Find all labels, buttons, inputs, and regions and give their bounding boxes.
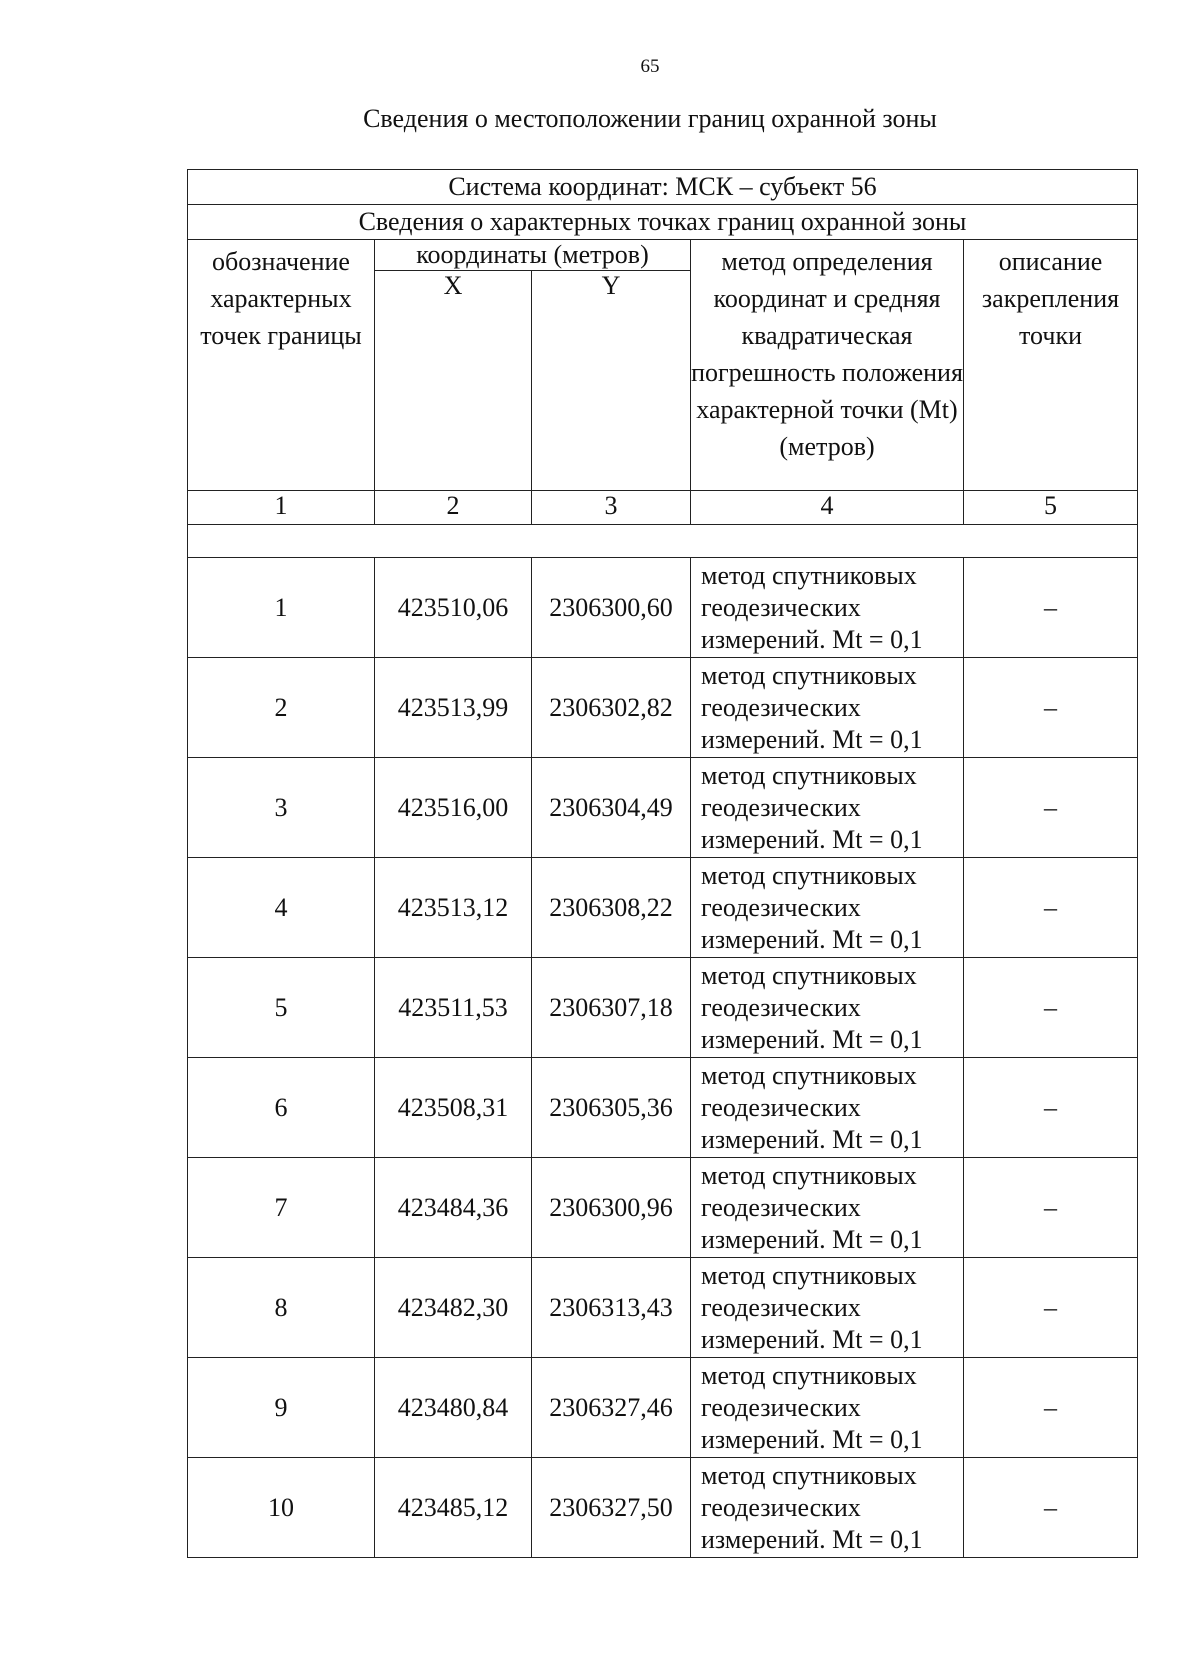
column-number: 2 [375, 491, 532, 525]
table-row [188, 858, 1138, 958]
method-text-line: метод спутниковых [701, 560, 917, 590]
method-text-line: метод спутниковых [701, 1160, 917, 1190]
document-title: Сведения о местоположении границ охранной зоны [363, 104, 937, 133]
empty-row [188, 525, 1138, 558]
y-coordinate-cell: 2306302,82 [532, 658, 691, 758]
table-row [188, 1458, 1138, 1558]
table-row [188, 758, 1138, 858]
method-cell [691, 958, 964, 1058]
description-cell: – [964, 958, 1138, 1058]
column-number: 5 [964, 491, 1138, 525]
y-coordinate-cell: 2306307,18 [532, 958, 691, 1058]
description-cell: – [964, 1458, 1138, 1558]
coordinates-table-body [188, 170, 1138, 1558]
method-text-line: метод спутниковых [701, 1060, 917, 1090]
system-row [188, 170, 1138, 205]
y-coordinate-cell: 2306300,96 [532, 1158, 691, 1258]
coordinate-system-cell: Система координат: МСК – субъект 56 [188, 170, 1138, 205]
coordinates-table-wrapper [187, 169, 1137, 1558]
method-text-line: геодезических [701, 792, 861, 822]
method-cell [691, 1358, 964, 1458]
x-coordinate-cell: 423516,00 [375, 758, 532, 858]
method-text-line: метод спутниковых [701, 960, 917, 990]
header-row-top [188, 240, 1138, 271]
y-coordinate-cell: 2306300,60 [532, 558, 691, 658]
method-text-line: геодезических [701, 992, 861, 1022]
table-row [188, 1158, 1138, 1258]
description-cell: – [964, 1158, 1138, 1258]
method-cell [691, 1458, 964, 1558]
x-coordinate-cell: 423485,12 [375, 1458, 532, 1558]
point-number-cell: 7 [188, 1158, 375, 1258]
x-coordinate-cell: 423484,36 [375, 1158, 532, 1258]
method-cell [691, 558, 964, 658]
x-coordinate-cell: 423513,99 [375, 658, 532, 758]
column-number: 4 [691, 491, 964, 525]
method-cell [691, 1258, 964, 1358]
x-coordinate-cell: 423482,30 [375, 1258, 532, 1358]
method-text-line: геодезических [701, 892, 861, 922]
description-cell: – [964, 1258, 1138, 1358]
table-row [188, 958, 1138, 1058]
header-description: описание закрепления точки [964, 240, 1138, 491]
point-number-cell: 1 [188, 558, 375, 658]
info-row [188, 205, 1138, 240]
table-row [188, 658, 1138, 758]
method-text-line: геодезических [701, 1192, 861, 1222]
y-coordinate-cell: 2306327,46 [532, 1358, 691, 1458]
method-text-line: измерений. Mt = 0,1 [701, 824, 923, 854]
points-info-cell: Сведения о характерных точках границ охранной зоны [188, 205, 1138, 240]
x-coordinate-cell: 423510,06 [375, 558, 532, 658]
method-text-line: геодезических [701, 1392, 861, 1422]
method-text-line: измерений. Mt = 0,1 [701, 724, 923, 754]
coordinates-table [187, 169, 1138, 1558]
point-number-cell: 2 [188, 658, 375, 758]
method-text-line: геодезических [701, 1492, 861, 1522]
point-number-cell: 6 [188, 1058, 375, 1158]
method-text-line: геодезических [701, 1092, 861, 1122]
point-number-cell: 10 [188, 1458, 375, 1558]
y-coordinate-cell: 2306305,36 [532, 1058, 691, 1158]
method-text-line: измерений. Mt = 0,1 [701, 1224, 923, 1254]
y-coordinate-cell: 2306304,49 [532, 758, 691, 858]
table-row [188, 1258, 1138, 1358]
method-text-line: метод спутниковых [701, 1460, 917, 1490]
method-cell [691, 858, 964, 958]
description-cell: – [964, 658, 1138, 758]
point-number-cell: 3 [188, 758, 375, 858]
header-coordinates: координаты (метров) [375, 240, 691, 271]
header-method: метод определения координат и средняя квадратическая погрешность положения характерной точки (Mt) (метров) [691, 240, 964, 491]
header-point-designation: обозначение характерных точек границы [188, 240, 375, 491]
description-cell: – [964, 1058, 1138, 1158]
description-cell: – [964, 1358, 1138, 1458]
description-cell: – [964, 758, 1138, 858]
method-cell [691, 1058, 964, 1158]
method-text-line: метод спутниковых [701, 660, 917, 690]
column-numbers-row [188, 491, 1138, 525]
x-coordinate-cell: 423513,12 [375, 858, 532, 958]
method-text-line: измерений. Mt = 0,1 [701, 924, 923, 954]
y-coordinate-cell: 2306308,22 [532, 858, 691, 958]
method-text-line: метод спутниковых [701, 760, 917, 790]
method-text-line: геодезических [701, 1292, 861, 1322]
column-number: 3 [532, 491, 691, 525]
x-coordinate-cell: 423508,31 [375, 1058, 532, 1158]
method-text-line: измерений. Mt = 0,1 [701, 1424, 923, 1454]
point-number-cell: 8 [188, 1258, 375, 1358]
method-text-line: метод спутниковых [701, 1260, 917, 1290]
x-coordinate-cell: 423511,53 [375, 958, 532, 1058]
description-cell: – [964, 858, 1138, 958]
method-text-line: измерений. Mt = 0,1 [701, 1324, 923, 1354]
empty-cell [188, 525, 1138, 558]
method-text-line: измерений. Mt = 0,1 [701, 1124, 923, 1154]
method-text-line: измерений. Mt = 0,1 [701, 1524, 923, 1554]
method-cell [691, 758, 964, 858]
table-row [188, 558, 1138, 658]
point-number-cell: 5 [188, 958, 375, 1058]
point-number-cell: 4 [188, 858, 375, 958]
x-coordinate-cell: 423480,84 [375, 1358, 532, 1458]
method-text-line: измерений. Mt = 0,1 [701, 624, 923, 654]
header-y: Y [532, 271, 691, 491]
method-text-line: метод спутниковых [701, 860, 917, 890]
page-number: 65 [640, 56, 660, 77]
column-number: 1 [188, 491, 375, 525]
y-coordinate-cell: 2306327,50 [532, 1458, 691, 1558]
table-row [188, 1058, 1138, 1158]
method-text-line: геодезических [701, 592, 861, 622]
table-row [188, 1358, 1138, 1458]
method-text-line: измерений. Mt = 0,1 [701, 1024, 923, 1054]
method-cell [691, 1158, 964, 1258]
method-text-line: геодезических [701, 692, 861, 722]
point-number-cell: 9 [188, 1358, 375, 1458]
y-coordinate-cell: 2306313,43 [532, 1258, 691, 1358]
header-x: X [375, 271, 532, 491]
method-text-line: метод спутниковых [701, 1360, 917, 1390]
description-cell: – [964, 558, 1138, 658]
method-cell [691, 658, 964, 758]
